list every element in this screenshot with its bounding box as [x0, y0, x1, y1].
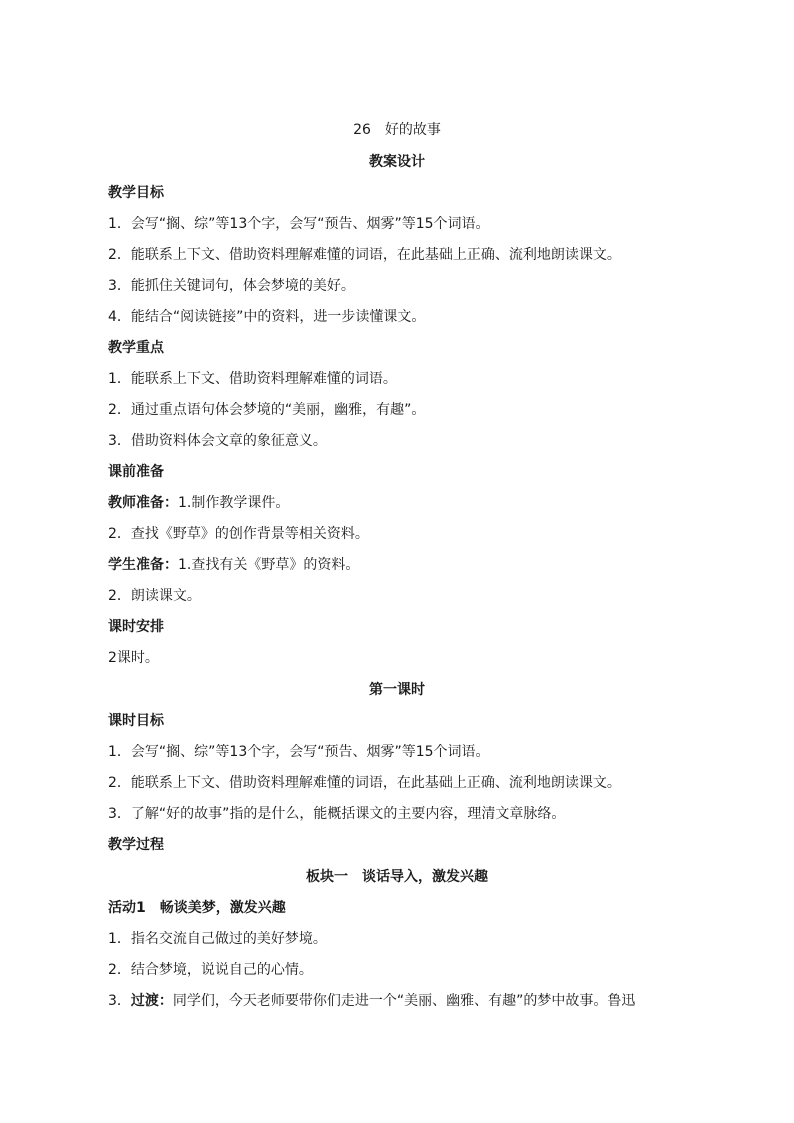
- lesson-title: 26 好的故事: [353, 122, 441, 138]
- lesson-subtitle: 教案设计: [369, 154, 425, 170]
- activity1-item: 1．指名交流自己做过的美好梦境。: [108, 931, 327, 947]
- process-heading: 教学过程: [108, 837, 164, 853]
- lesson1-objectives-heading: 课时目标: [108, 713, 164, 729]
- teacher-prep-label: 教师准备：: [108, 495, 178, 511]
- objective-item: 1．会写“搁、综”等13个字，会写“预告、烟雾”等15个词语。: [108, 216, 490, 232]
- student-prep-item: 1.查找有关《野草》的资料。: [178, 557, 360, 573]
- lesson1-objective-item: 1．会写“搁、综”等13个字，会写“预告、烟雾”等15个词语。: [108, 744, 490, 760]
- activity1-item: 2．结合梦境，说说自己的心情。: [108, 962, 313, 978]
- lesson1-objective-item: 2．能联系上下文、借助资料理解难懂的词语，在此基础上正确、流利地朗读课文。: [108, 775, 621, 791]
- lesson1-objective-item: 3．了解“好的故事”指的是什么，能概括课文的主要内容，理清文章脉络。: [108, 806, 566, 822]
- objective-item: 4．能结合“阅读链接”中的资料，进一步读懂课文。: [108, 309, 426, 325]
- objective-item: 2．能联系上下文、借助资料理解难懂的词语，在此基础上正确、流利地朗读课文。: [108, 247, 621, 263]
- keypoints-heading: 教学重点: [108, 340, 164, 356]
- keypoint-item: 1．能联系上下文、借助资料理解难懂的词语。: [108, 371, 397, 387]
- activity1-item3-num: 3．: [108, 993, 131, 1009]
- prep-heading: 课前准备: [108, 464, 164, 480]
- objectives-heading: 教学目标: [108, 185, 164, 201]
- student-prep-line: [108, 556, 708, 574]
- activity1-item-transition: [108, 992, 708, 1010]
- transition-label: 过渡：: [130, 993, 173, 1009]
- keypoint-item: 2．通过重点语句体会梦境的“美丽，幽雅，有趣”。: [108, 402, 426, 418]
- block1-heading: 板块一 谈话导入，激发兴趣: [306, 869, 488, 885]
- teacher-prep-item: 2．查找《野草》的创作背景等相关资料。: [108, 526, 369, 542]
- lesson1-heading: 第一课时: [369, 682, 425, 698]
- student-prep-label: 学生准备：: [108, 557, 178, 573]
- transition-text: 同学们，今天老师要带你们走进一个“美丽、幽雅、有趣”的梦中故事。鲁迅: [172, 993, 636, 1009]
- objective-item: 3．能抓住关键词句，体会梦境的美好。: [108, 278, 355, 294]
- keypoint-item: 3．借助资料体会文章的象征意义。: [108, 433, 327, 449]
- schedule-text: 2课时。: [108, 650, 159, 666]
- teacher-prep-item: 1.制作教学课件。: [178, 495, 290, 511]
- student-prep-item: 2．朗读课文。: [108, 588, 201, 604]
- activity1-title: 畅谈美梦，激发兴趣: [159, 900, 286, 916]
- activity1-label: 活动1: [108, 900, 160, 916]
- schedule-heading: 课时安排: [108, 619, 164, 635]
- teacher-prep-line: [108, 494, 708, 512]
- activity1-line: [108, 899, 708, 917]
